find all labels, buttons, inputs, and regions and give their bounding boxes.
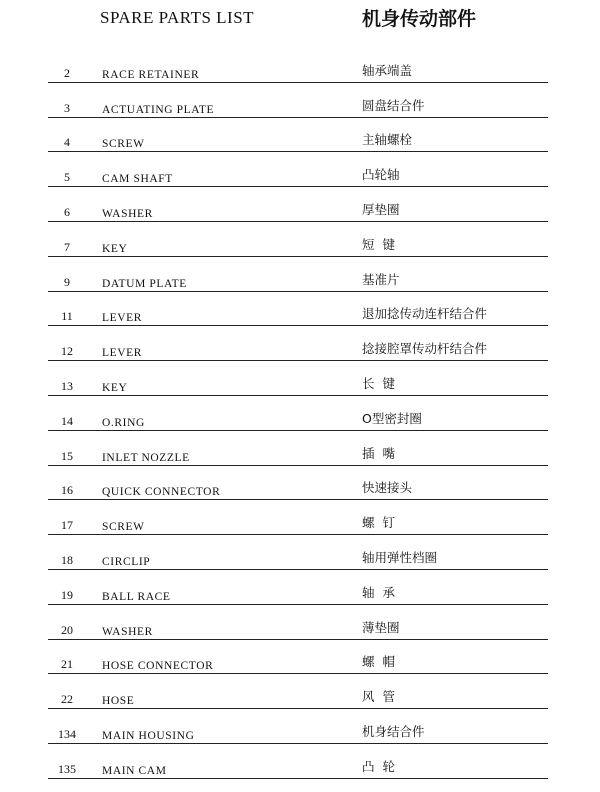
row-underline	[48, 221, 548, 222]
row-underline	[48, 360, 548, 361]
part-name-chinese: 风 管	[362, 689, 395, 705]
part-name-chinese: O型密封圈	[362, 410, 422, 426]
part-name-english: CAM SHAFT	[102, 173, 173, 186]
parts-list-row	[0, 191, 600, 226]
row-underline	[48, 395, 548, 396]
row-underline	[48, 256, 548, 257]
part-number: 13	[61, 378, 73, 393]
part-name-english: KEY	[102, 242, 128, 255]
part-name-chinese: 短 键	[362, 236, 395, 252]
part-name-chinese: 轴用弹性档圈	[362, 549, 438, 565]
row-underline	[48, 325, 548, 326]
parts-list-row	[0, 261, 600, 296]
part-name-english: SCREW	[102, 521, 145, 534]
part-name-chinese: 快速接头	[362, 480, 413, 496]
part-name-english: O.RING	[102, 416, 145, 429]
part-name-english: LEVER	[102, 312, 143, 325]
part-name-english: ACTUATING PLATE	[102, 103, 215, 116]
part-number: 22	[61, 692, 73, 707]
parts-list-row	[0, 365, 600, 400]
row-underline	[48, 639, 548, 640]
page-title-chinese: 机身传动部件	[362, 8, 477, 30]
row-underline	[48, 499, 548, 500]
part-number: 17	[61, 518, 73, 533]
row-underline	[48, 673, 548, 674]
part-name-english: CIRCLIP	[102, 555, 151, 568]
row-underline	[48, 291, 548, 292]
part-name-chinese: 螺 钉	[362, 515, 395, 531]
part-name-chinese: 轴承端盖	[362, 62, 413, 78]
parts-list-row	[0, 539, 600, 574]
parts-list-row	[0, 470, 600, 505]
parts-list-row	[0, 435, 600, 470]
part-number: 4	[64, 135, 70, 150]
part-number: 6	[64, 204, 70, 219]
row-underline	[48, 186, 548, 187]
parts-list	[0, 52, 600, 783]
parts-list-row	[0, 52, 600, 87]
part-number: 15	[61, 448, 73, 463]
part-number: 9	[64, 274, 70, 289]
part-name-chinese: 长 键	[362, 375, 395, 391]
part-name-english: QUICK CONNECTOR	[102, 486, 221, 499]
page-title-english: SPARE PARTS LIST	[100, 8, 255, 27]
part-name-chinese: 凸轮轴	[362, 167, 400, 183]
part-number: 21	[61, 657, 73, 672]
parts-list-row	[0, 226, 600, 261]
part-name-chinese: 薄垫圈	[362, 619, 400, 635]
part-name-english: WASHER	[102, 625, 153, 638]
row-underline	[48, 430, 548, 431]
parts-list-row	[0, 330, 600, 365]
row-underline	[48, 465, 548, 466]
part-number: 5	[64, 170, 70, 185]
part-name-english: HOSE	[102, 695, 135, 708]
row-underline	[48, 534, 548, 535]
parts-list-row	[0, 609, 600, 644]
parts-list-row	[0, 748, 600, 783]
row-underline	[48, 117, 548, 118]
row-underline	[48, 82, 548, 83]
part-number: 11	[61, 309, 73, 324]
part-name-english: HOSE CONNECTOR	[102, 660, 214, 673]
row-underline	[48, 708, 548, 709]
part-name-english: INLET NOZZLE	[102, 451, 190, 464]
parts-list-row	[0, 296, 600, 331]
row-underline	[48, 569, 548, 570]
parts-list-row	[0, 87, 600, 122]
part-name-chinese: 机身结合件	[362, 723, 425, 739]
part-number: 16	[61, 483, 73, 498]
part-number: 12	[61, 344, 73, 359]
part-name-chinese: 厚垫圈	[362, 201, 400, 217]
part-name-english: MAIN HOUSING	[102, 729, 195, 742]
part-number: 135	[58, 761, 76, 776]
part-name-chinese: 退加捻传动连杆结合件	[362, 306, 488, 322]
part-name-english: LEVER	[102, 347, 143, 360]
part-number: 7	[64, 239, 70, 254]
part-name-english: DATUM PLATE	[102, 277, 187, 290]
row-underline	[48, 604, 548, 605]
part-name-chinese: 凸 轮	[362, 758, 395, 774]
part-name-english: SCREW	[102, 138, 145, 151]
part-name-chinese: 轴 承	[362, 584, 395, 600]
parts-list-row	[0, 574, 600, 609]
parts-list-row	[0, 713, 600, 748]
parts-list-row	[0, 156, 600, 191]
part-name-chinese: 螺 帽	[362, 654, 395, 670]
row-underline	[48, 151, 548, 152]
row-underline	[48, 778, 548, 779]
parts-list-row	[0, 504, 600, 539]
part-number: 20	[61, 622, 73, 637]
parts-list-row	[0, 122, 600, 157]
part-name-chinese: 主轴螺栓	[362, 132, 413, 148]
part-name-english: BALL RACE	[102, 590, 171, 603]
row-underline	[48, 743, 548, 744]
part-number: 18	[61, 552, 73, 567]
part-number: 3	[64, 100, 70, 115]
part-name-chinese: 捻接腔罩传动杆结合件	[362, 341, 488, 357]
part-number: 134	[58, 726, 76, 741]
part-name-chinese: 基准片	[362, 271, 400, 287]
part-name-english: WASHER	[102, 207, 153, 220]
parts-list-row	[0, 644, 600, 679]
parts-list-row	[0, 400, 600, 435]
part-name-english: KEY	[102, 381, 128, 394]
part-number: 14	[61, 413, 73, 428]
part-name-chinese: 圆盘结合件	[362, 97, 425, 113]
part-name-chinese: 插 嘴	[362, 445, 395, 461]
part-name-english: MAIN CAM	[102, 764, 167, 777]
part-number: 19	[61, 587, 73, 602]
parts-list-row	[0, 678, 600, 713]
part-number: 2	[64, 65, 70, 80]
part-name-english: RACE RETAINER	[102, 68, 200, 81]
